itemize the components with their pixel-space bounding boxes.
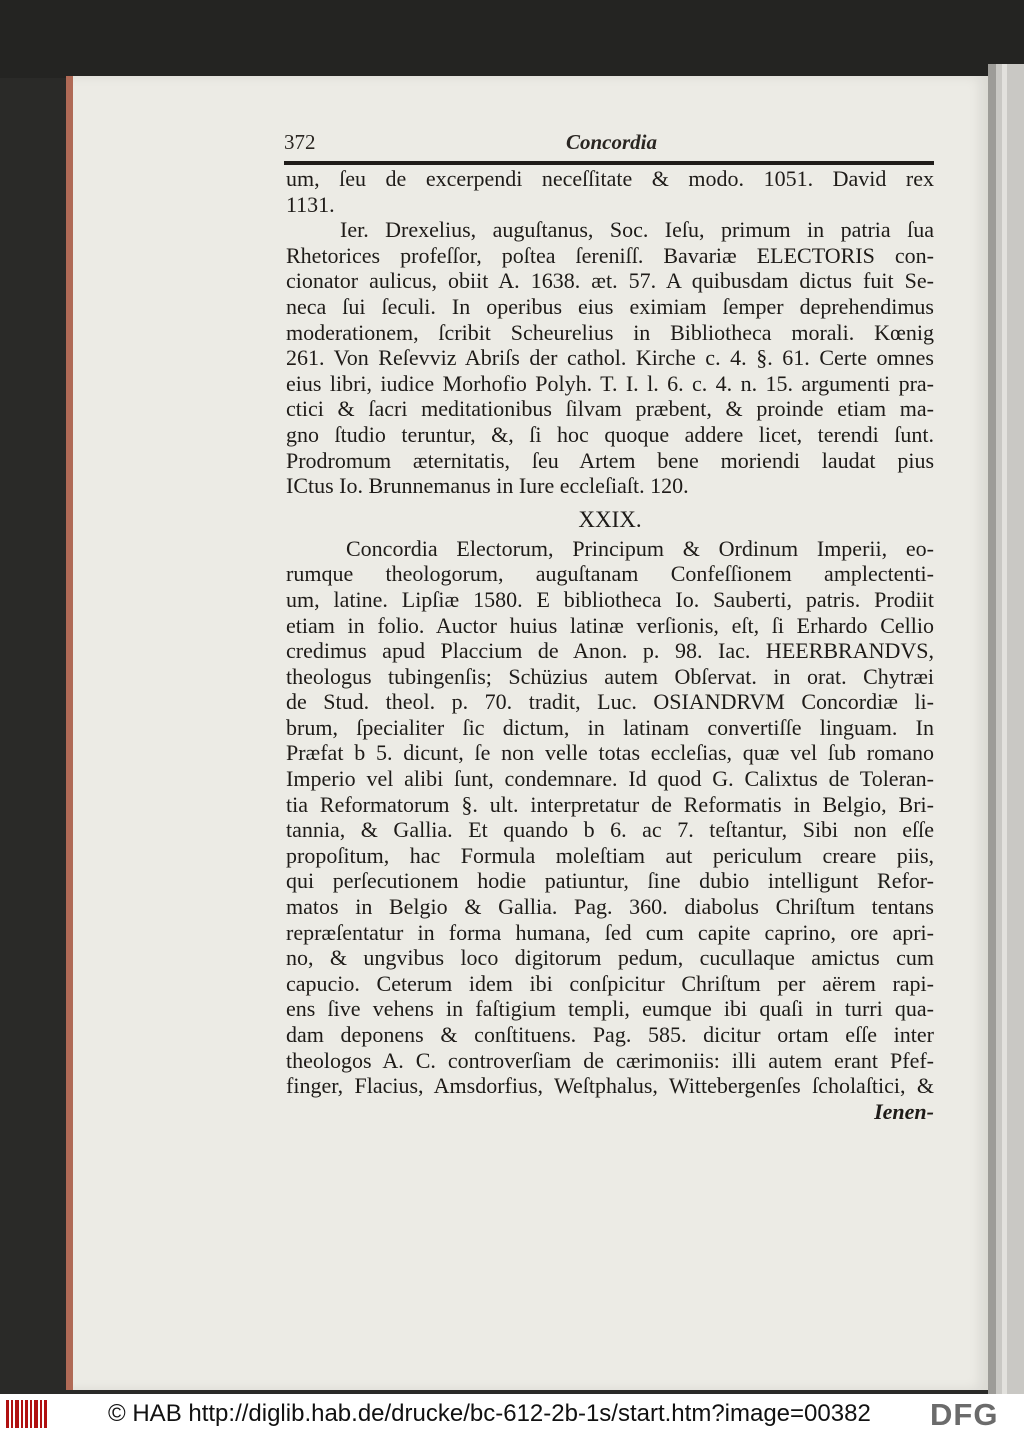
text-line: eius libri, iudice Morhofio Polyh. T. I. l. 6. c. 4. n. 15. argumenti pra- xyxy=(286,370,934,396)
text-line: cionator aulicus, obiit A. 1638. æt. 57. A quibusdam dictus fuit Se- xyxy=(286,268,934,294)
text-line: credimus apud Placcium de Anon. p. 98. Iac. HEERBRANDVS, xyxy=(286,638,934,664)
text-line: repræſentatur in forma humana, ſed cum capite caprino, ore apri- xyxy=(286,919,934,945)
text-line: rumque theologorum, auguſtanam Confeſſionem amplectenti- xyxy=(286,561,934,587)
text-line: ctici & ſacri meditationibus ſilvam præbent, & proinde etiam ma- xyxy=(286,396,934,422)
dfg-logo: DFG xyxy=(930,1397,999,1432)
text-line: matos in Belgio & Gallia. Pag. 360. diabolus Chriſtum tentans xyxy=(286,894,934,920)
text-line: moderationem, ſcribit Scheurelius in Bibliotheca morali. Kœnig xyxy=(286,319,934,345)
text-line: Præfat b 5. dicunt, ſe non velle totas eccleſias, quæ vel ſub romano xyxy=(286,740,934,766)
scanner-background xyxy=(0,0,1024,78)
text-line: 1131. xyxy=(286,191,335,217)
text-line: tannia, & Gallia. Et quando b 6. ac 7. teſtantur, Sibi non eſſe xyxy=(286,817,934,843)
section-heading: XXIX. xyxy=(578,506,642,532)
book-edge-strip xyxy=(988,64,1024,1394)
body-text xyxy=(286,166,934,1124)
text-line: gno ſtudio teruntur, &, ſi hoc quoque addere licet, terendi ſunt. xyxy=(286,421,934,447)
page-number: 372 xyxy=(284,130,316,154)
page-red-edge xyxy=(66,76,73,1390)
text-line: theologus tubingenſis; Schüzius autem Obſervat. in orat. Chytræi xyxy=(286,663,934,689)
copyright-link[interactable]: © HAB http://diglib.hab.de/drucke/bc-612-2b-1s/start.htm?image=00382 xyxy=(108,1400,871,1427)
text-line: Prodromum æternitatis, ſeu Artem bene moriendi laudat pius xyxy=(286,447,934,473)
text-line: neca ſui ſeculi. In operibus eius eximiam ſemper deprehendimus xyxy=(286,293,934,319)
text-line: theologos A. C. controverſiam de cærimoniis: illi autem erant Pfef- xyxy=(286,1047,934,1073)
text-line: Concordia Electorum, Principum & Ordinum Imperii, eo- xyxy=(346,535,934,561)
text-line: de Stud. theol. p. 70. tradit, Luc. OSIANDRVM Concordiæ li- xyxy=(286,689,934,715)
barcode-icon xyxy=(6,1400,48,1428)
text-line: ens ſive vehens in faſtigium templi, eumque ibi quaſi in turri qua- xyxy=(286,996,934,1022)
running-head: Concordia xyxy=(566,130,658,154)
text-line: Rhetorices profeſſor, poſtea ſereniſſ. Bavariæ ELECTORIS con- xyxy=(286,242,934,268)
text-line: qui perſecutionem hodie patiuntur, ſine dubio intelligunt Refor- xyxy=(286,868,934,894)
text-line: Imperio vel alibi ſunt, condemnare. Id quod G. Calixtus de Toleran- xyxy=(286,766,934,792)
viewer-footer xyxy=(0,1394,1024,1435)
header-rule xyxy=(284,161,934,165)
text-line: etiam in folio. Auctor huius latinæ verſionis, eſt, ſi Erhardo Cellio xyxy=(286,612,934,638)
text-line: um, latine. Lipſiæ 1580. E bibliotheca Io. Sauberti, patris. Prodiit xyxy=(286,586,934,612)
text-line: dam deponens & conſtituens. Pag. 585. dicitur ortam eſſe inter xyxy=(286,1022,934,1047)
text-line: Ier. Drexelius, auguſtanus, Soc. Ieſu, primum in patria ſua xyxy=(340,217,934,243)
text-line: propoſitum, hac Formula moleſtiam aut periculum creare piis, xyxy=(286,842,934,868)
text-line: 261. Von Reſevviz Abriſs der cathol. Kirche c. 4. §. 61. Certe omnes xyxy=(286,345,934,371)
text-line: brum, ſpecialiter ſic dictum, in latinam convertiſſe linguam. In xyxy=(286,714,934,740)
page-header xyxy=(284,130,934,162)
text-line: um, ſeu de excerpendi neceſſitate & modo. 1051. David rex xyxy=(286,166,934,191)
text-line: finger, Flacius, Amsdorfius, Weſtphalus, Wittebergenſes ſcholaſtici, & xyxy=(286,1073,934,1099)
text-line: no, & ungvibus loco digitorum pedum, cucullaque amictus cum xyxy=(286,945,934,971)
text-line: tia Reformatorum §. ult. interpretatur de Reformatis in Belgio, Bri- xyxy=(286,791,934,817)
text-line: capucio. Ceterum idem ibi conſpicitur Chriſtum per aërem rapi- xyxy=(286,970,934,996)
catchword: Ienen- xyxy=(874,1098,934,1124)
text-line: ICtus Io. Brunnemanus in Iure eccleſiaſt. 120. xyxy=(286,473,689,499)
